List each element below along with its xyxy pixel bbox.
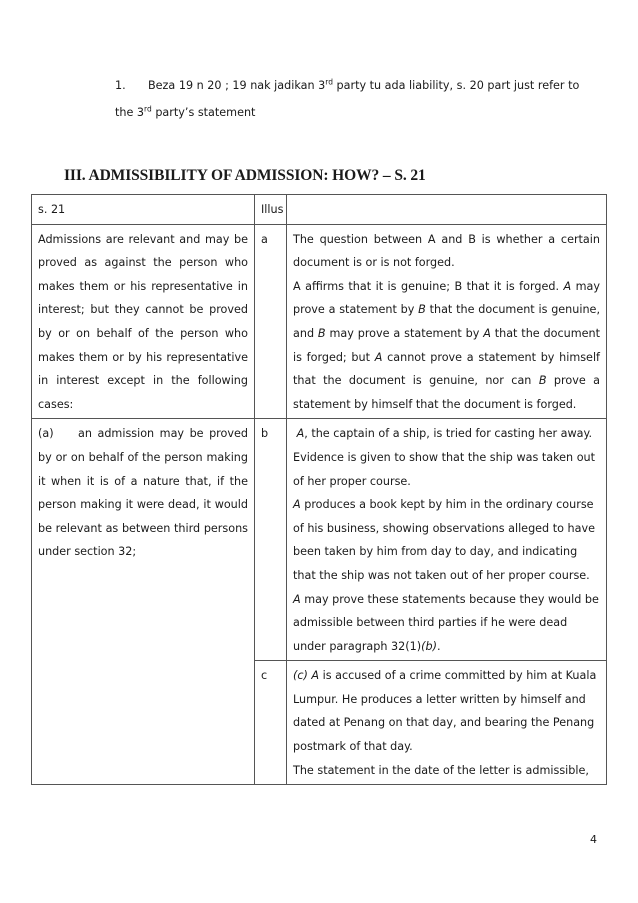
admission-table: [31, 194, 607, 785]
table-row: [32, 419, 607, 661]
table-header-row: [32, 195, 607, 225]
table-row: [32, 224, 607, 419]
intro-line-1: 1. Beza 19 n 20 ; 19 nak jadikan 3rd party tu ada liability, s. 20 part just refer to: [115, 72, 607, 99]
section-heading: III. ADMISSIBILITY OF ADMISSION: HOW? – S. 21: [64, 167, 426, 184]
section-text: (a) an admission may be proved by or on behalf of the person making it when it is of a nature that, if the person making it were dead, it would be relevant as between third persons under section 32;: [32, 419, 255, 785]
section-text: Admissions are relevant and may be proved as against the person who makes them or his representative in interest; but they cannot be proved by or on behalf of the person who makes them or by his representative in interest except in the following cases:: [32, 224, 255, 419]
intro-line-2: the 3rd party’s statement: [115, 104, 256, 119]
illus-text: The question between A and B is whether a certain document is or is not forged. A affirms that it is genuine; B that it is forged. A may prove a statement by B that the document is genuine, and B may prove a statement by A that the document is forged; but A cannot prove a statement by himself that the document is genuine, nor can B prove a statement by himself that the document is forged.: [287, 224, 607, 419]
illus-text: A, the captain of a ship, is tried for casting her away. Evidence is given to show that the ship was taken out of her proper course. A produces a book kept by him in the ordinary course of his business, showing observations alleged to have been taken by him from day to day, and indicating that the ship was not taken out of her proper course. A may prove these statements because they would be admissible between third parties if he were dead under paragraph 32(1)(b).: [287, 419, 607, 661]
illus-text: (c) A is accused of a crime committed by him at Kuala Lumpur. He produces a letter written by himself and dated at Penang on that day, and bearing the Penang postmark of that day. The statement in the date of the letter is admissible,: [287, 661, 607, 785]
illus-label: c: [255, 661, 287, 785]
page-number: 4: [590, 833, 597, 846]
header-illus: Illus: [255, 195, 287, 225]
intro-item: [115, 72, 607, 126]
illus-label: b: [255, 419, 287, 661]
header-section: s. 21: [32, 195, 255, 225]
illus-label: a: [255, 224, 287, 419]
item-number: 1.: [115, 79, 126, 92]
header-blank: [287, 195, 607, 225]
